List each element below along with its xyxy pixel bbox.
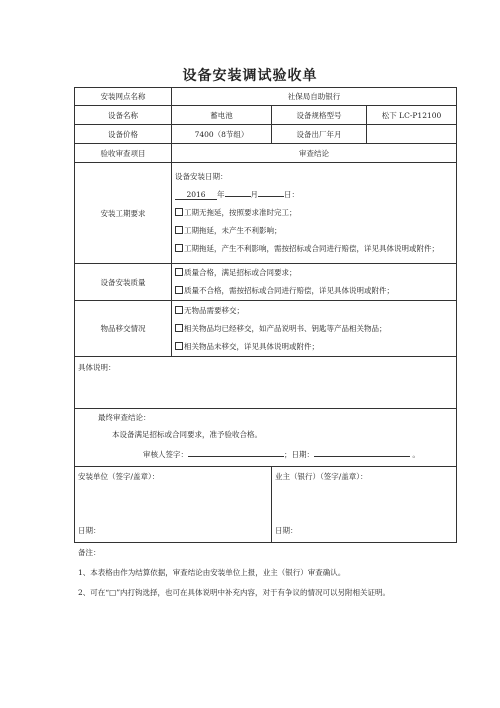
factory-date-label: 设备出厂年月: [272, 125, 367, 144]
install-date-line: [175, 186, 453, 204]
model-label: 设备规格型号: [272, 106, 367, 125]
model-value[interactable]: 松下 LC-P12100: [367, 106, 457, 125]
price-label: 设备价格: [75, 125, 172, 144]
year-suffix: 年: [217, 190, 225, 199]
network-value[interactable]: 社保局自助银行: [172, 88, 457, 106]
period-label: 安装工期要求: [75, 163, 172, 264]
checkbox-icon[interactable]: [175, 208, 183, 216]
period-cell: [172, 163, 457, 264]
reviewer-line: 审核人签字： ；日期： 。: [143, 447, 420, 460]
checkbox-icon[interactable]: [175, 244, 183, 252]
period-option-3[interactable]: 工期拖延，产生不利影响，需按招标或合同进行赔偿，详见具体说明或附件；: [175, 240, 453, 258]
install-day[interactable]: [258, 187, 284, 197]
checkbox-icon[interactable]: [175, 306, 183, 314]
period-option-2[interactable]: 工期拖延，未产生不利影响；: [175, 222, 453, 240]
final-cell: [75, 409, 457, 467]
goods-option-1[interactable]: 无物品需要移交；: [175, 302, 453, 320]
quality-option-1[interactable]: 质量合格，满足招标或合同要求；: [175, 264, 453, 282]
review-date[interactable]: [314, 447, 410, 457]
installer-date: 日期：: [78, 526, 101, 535]
owner-date: 日期：: [275, 526, 298, 535]
install-year[interactable]: 2016: [175, 190, 217, 200]
review-result-label: 审查结论: [172, 144, 457, 163]
reviewer-label: 审核人签字：: [143, 450, 188, 459]
install-date-label: 设备安装日期：: [175, 172, 228, 181]
installer-label: 安装单位（签字/盖章）：: [78, 472, 160, 481]
checkbox-icon[interactable]: [175, 226, 183, 234]
details-label: 具体说明：: [78, 363, 116, 372]
quality-label: 设备安装质量: [75, 264, 172, 301]
reviewer-signature[interactable]: [188, 447, 284, 457]
month-suffix: 月: [250, 190, 258, 199]
day-suffix: 日：: [284, 190, 299, 199]
end-mark: 。: [412, 450, 420, 459]
review-item-label: 验收审查项目: [75, 144, 172, 163]
notes-heading: 备注：: [78, 548, 101, 557]
owner-cell[interactable]: [272, 467, 457, 543]
review-date-label: 日期：: [291, 450, 314, 459]
quality-cell: [172, 264, 457, 301]
checkbox-icon[interactable]: [175, 268, 183, 276]
goods-option-2[interactable]: 相关物品均已经移交，如产品说明书、钥匙等产品相关物品；: [175, 320, 453, 338]
network-label: 安装网点名称: [75, 88, 172, 106]
form-title: 设备安装调试验收单: [182, 68, 318, 84]
final-label: 最终审查结论：: [98, 413, 151, 422]
note-item-2: 2、可在“□”内打钩选择，也可在具体说明中补充内容，对于有争议的情况可以另附相关证明。: [78, 588, 391, 597]
acceptance-table: [74, 87, 457, 543]
note-item-1: 1、本表格由作为结算依据，审查结论由安装单位上报，业主（银行）审查确认。: [78, 568, 346, 577]
price-value[interactable]: 7400（8节组）: [172, 125, 272, 144]
details-cell[interactable]: [75, 357, 457, 409]
final-text: 本设备满足招标或合同要求，准予验收合格。: [112, 430, 262, 439]
owner-label: 业主（银行）（签字/盖章）：: [275, 472, 368, 481]
factory-date-value[interactable]: [367, 125, 457, 144]
goods-cell: [172, 301, 457, 357]
checkbox-icon[interactable]: [175, 286, 183, 294]
install-month[interactable]: [225, 187, 251, 197]
device-name-value[interactable]: 蓄电池: [172, 106, 272, 125]
installer-cell[interactable]: [75, 467, 272, 543]
quality-option-2[interactable]: 质量不合格，需按招标或合同进行赔偿，详见具体说明或附件；: [175, 282, 453, 300]
notes-section: [78, 543, 390, 603]
goods-option-3[interactable]: 相关物品未移交，详见具体说明或附件；: [175, 338, 453, 356]
goods-label: 物品移交情况: [75, 301, 172, 357]
checkbox-icon[interactable]: [175, 342, 183, 350]
period-option-1[interactable]: 工期无拖延，按照要求准时完工；: [175, 204, 453, 222]
checkbox-icon[interactable]: [175, 324, 183, 332]
device-name-label: 设备名称: [75, 106, 172, 125]
